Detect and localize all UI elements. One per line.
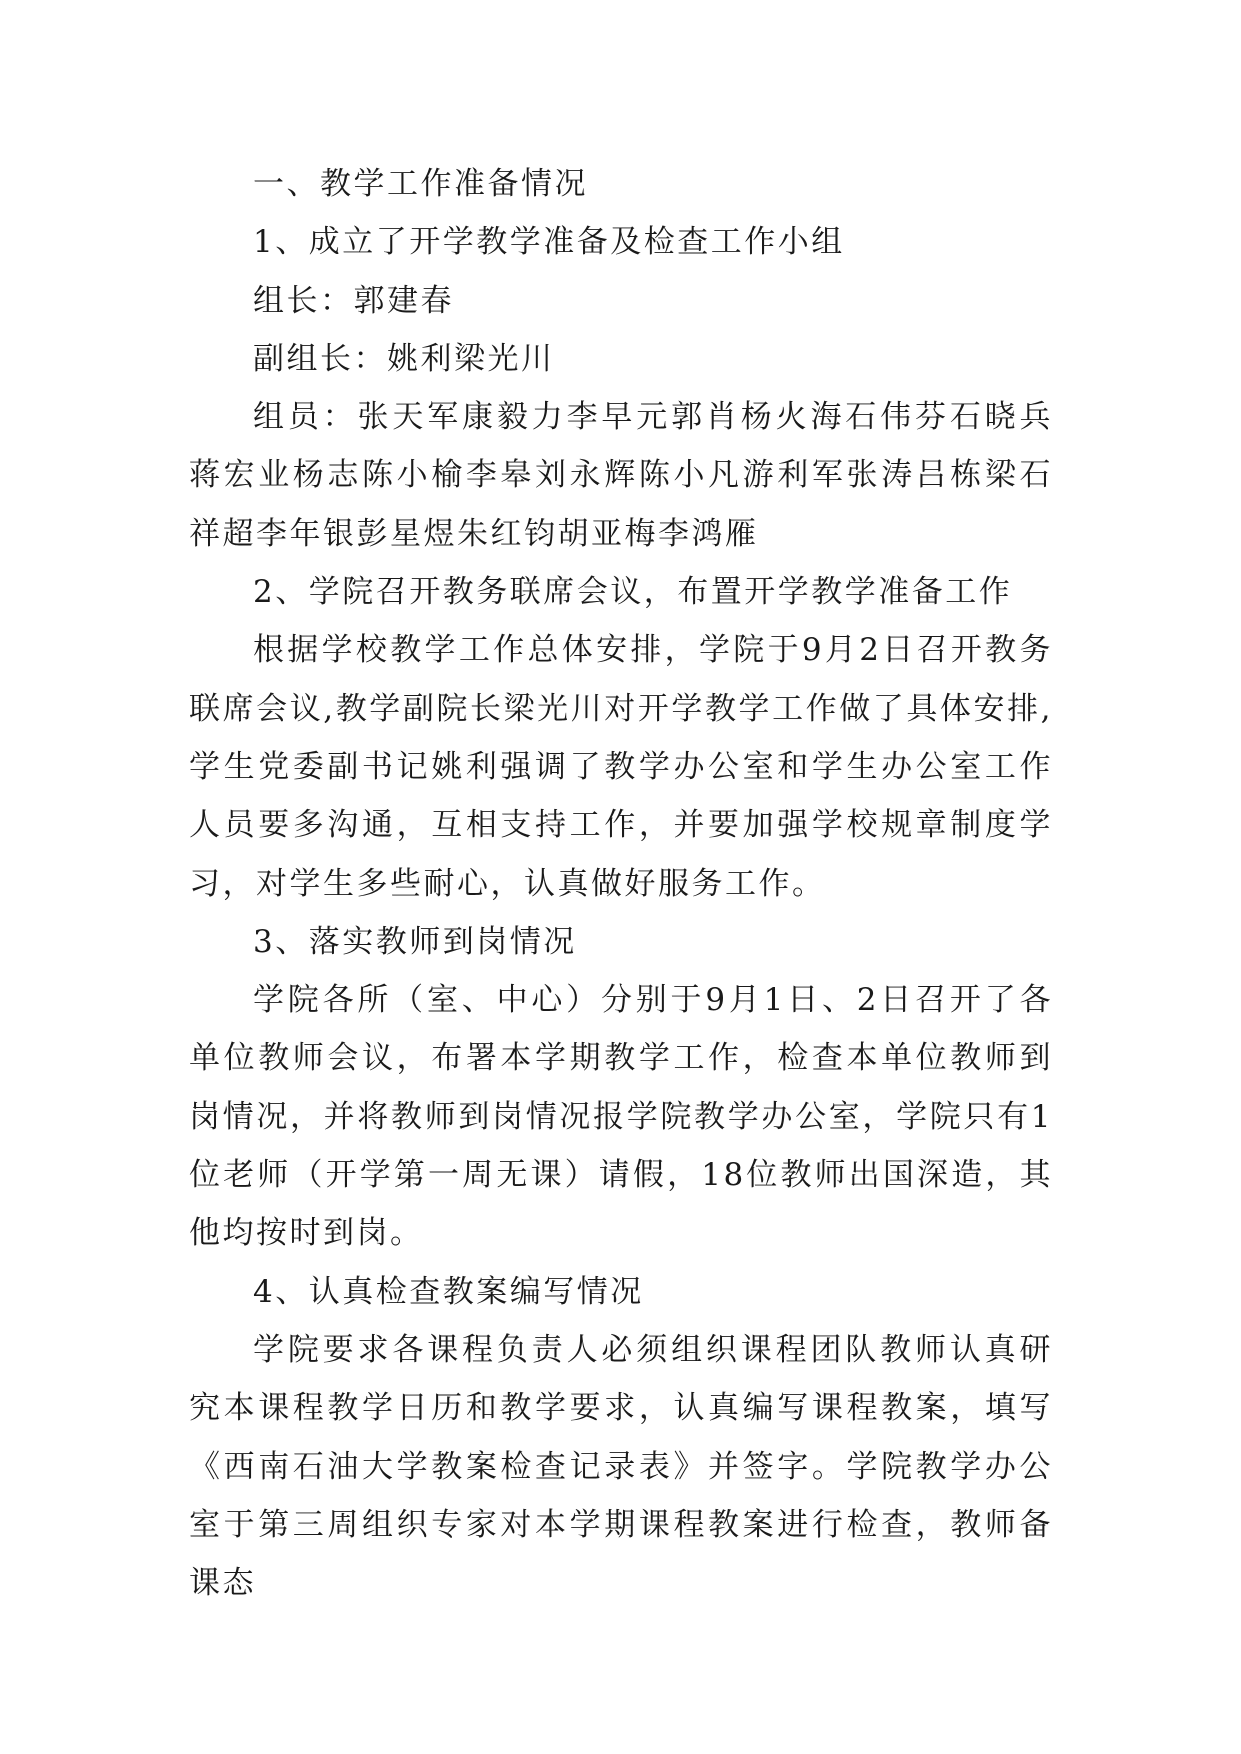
- joint-meeting-paragraph: 根据学校教学工作总体安排，学院于9月2日召开教务联席会议,教学副院长梁光川对开学教学工作做了具体安排,学生党委副书记姚利强调了教学办公室和学生办公室工作人员要多沟通，互相支持工作，并要加强学校规章制度学习，对学生多些耐心，认真做好服务工作。: [189, 632, 1053, 902]
- group-leader-line: 组长：郭建春: [253, 282, 454, 319]
- teacher-attendance-paragraph: 学院各所（室、中心）分别于9月1日、2日召开了各单位教师会议，布署本学期教学工作，检查本单位教师到岗情况，并将教师到岗情况报学院教学办公室，学院只有1位老师（开学第一周无课）请假，18位教师出国深造，其他均按时到岗。: [189, 982, 1053, 1252]
- document-body: [189, 155, 1053, 1612]
- item-heading-joint-meeting: 2、学院召开教务联席会议，布置开学教学准备工作: [253, 574, 1013, 611]
- group-members-paragraph: 组员：张天军康毅力李早元郭肖杨火海石伟芬石晓兵蒋宏业杨志陈小榆李皋刘永辉陈小凡游利军张涛吕栋梁石祥超李年银彭星煜朱红钧胡亚梅李鸿雁: [189, 399, 1053, 552]
- item-heading-teacher-attendance: 3、落实教师到岗情况: [253, 923, 577, 960]
- item-heading-lesson-plans: 4、认真检查教案编写情况: [253, 1273, 644, 1310]
- item-heading-work-group: 1、成立了开学教学准备及检查工作小组: [253, 224, 845, 261]
- deputy-leader-line: 副组长：姚利梁光川: [253, 340, 555, 377]
- lesson-plans-paragraph: 学院要求各课程负责人必须组织课程团队教师认真研究本课程教学日历和教学要求，认真编写课程教案，填写《西南石油大学教案检查记录表》并签字。学院教学办公室于第三周组织专家对本学期课程教案进行检查，教师备课态: [189, 1331, 1053, 1602]
- section-heading-teaching-prep: 一、教学工作准备情况: [253, 166, 588, 202]
